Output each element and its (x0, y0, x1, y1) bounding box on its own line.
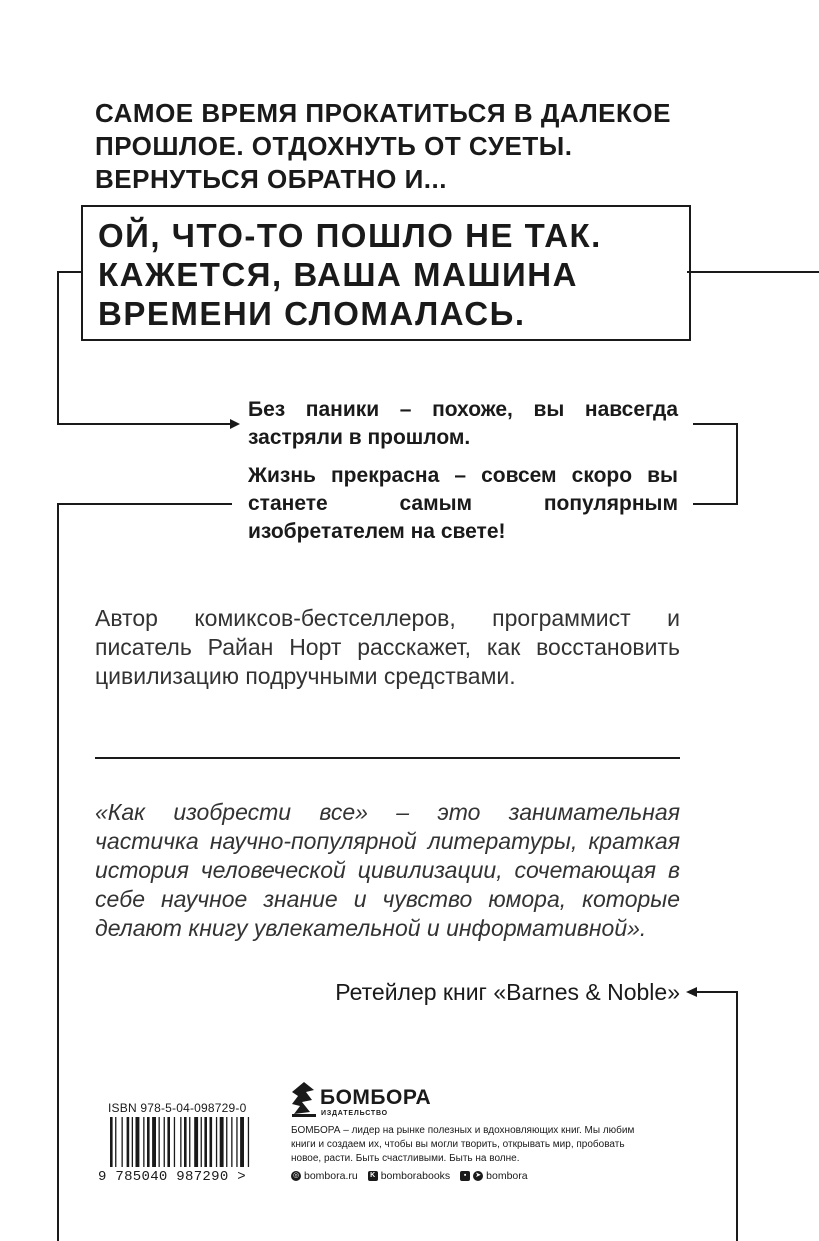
publisher-name: БОМБОРА (320, 1086, 432, 1109)
barcode-digits: 9 785040 987290 > (98, 1169, 246, 1185)
social-website[interactable] (291, 1170, 358, 1182)
social-vk-label: bomborabooks (380, 1170, 451, 1182)
globe-icon: ◎ (292, 1172, 300, 1179)
paragraph-no-panic: Без паники – похоже, вы навсегда застряли в прошлом. (248, 398, 678, 449)
social-vk[interactable] (368, 1170, 450, 1182)
vk-icon: K (368, 1171, 378, 1181)
bombora-logo-icon (290, 1080, 318, 1118)
intro-text: САМОЕ ВРЕМЯ ПРОКАТИТЬСЯ В ДАЛЕКОЕ ПРОШЛОЕ. ОТДОХНУТЬ ОТ СУЕТЫ. ВЕРНУТЬСЯ ОБРАТНО И... (95, 98, 671, 194)
review-quote: «Как изобрести все» – это занимательная частичка научно-популярной литературы, краткая история человеческой цивилизации, сочетающая в себе научное знание и чувство юмора, которые делают книгу увлекательной и информативной». (95, 799, 680, 941)
social-website-label: bombora.ru (304, 1170, 358, 1182)
camera-icon: ▪ (460, 1171, 470, 1181)
paragraph-life-is-good: Жизнь прекрасна – совсем скоро вы станете самым популярным изобретателем на свете! (248, 464, 678, 543)
quote-source: Ретейлер книг «Barnes & Noble» (335, 979, 680, 1005)
publisher-description: БОМБОРА – лидер на рынке полезных и вдохновляющих книг. Мы любим книги и создаем их, чтобы вы могли творить, открывать мир, пробовать новое, расти. Быть счастливыми. Быть на волне. (291, 1125, 635, 1164)
social-telegram[interactable] (460, 1170, 527, 1182)
isbn-label: ISBN 978-5-04-098729-0 (108, 1101, 247, 1115)
headline-text: ОЙ, ЧТО-ТО ПОШЛО НЕ ТАК. КАЖЕТСЯ, ВАША МАШИНА ВРЕМЕНИ СЛОМАЛАСЬ. (98, 217, 602, 332)
divider (95, 757, 680, 759)
publisher-subtitle: ИЗДАТЕЛЬСТВО (321, 1110, 388, 1117)
social-links (291, 1170, 528, 1182)
author-blurb: Автор комиксов-бестселлеров, программист и писатель Райан Норт расскажет, как восстановить цивилизацию подручными средствами. (95, 605, 680, 689)
social-telegram-label: bombora (486, 1170, 528, 1182)
barcode (108, 1117, 258, 1169)
telegram-icon: ➤ (473, 1171, 483, 1181)
